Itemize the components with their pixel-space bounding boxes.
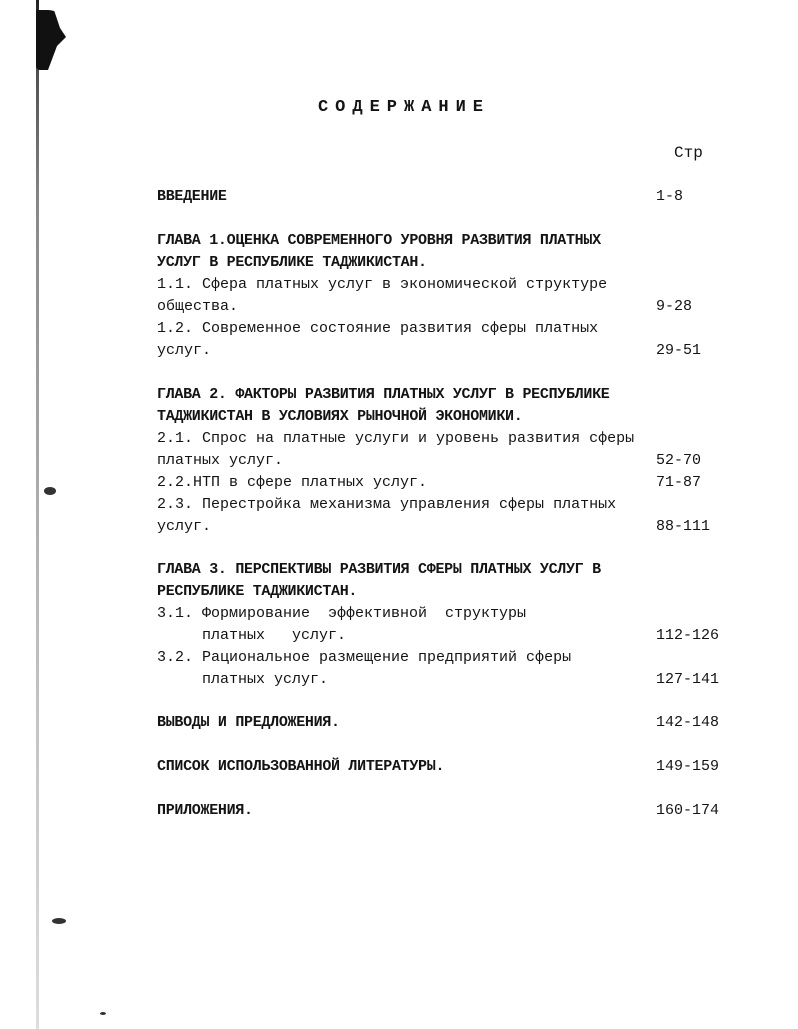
toc-bibliography-pages: 149-159 bbox=[656, 758, 720, 775]
toc-section-3-1-line2: платных услуг. bbox=[202, 627, 347, 644]
toc-section-1-2-line2: услуг. bbox=[157, 342, 212, 359]
toc-conclusions-pages: 142-148 bbox=[656, 714, 720, 731]
toc-chapter-3-title-line1: ГЛАВА 3. ПЕРСПЕКТИВЫ РАЗВИТИЯ СФЕРЫ ПЛАТНЫХ УСЛУГ В bbox=[157, 561, 601, 578]
toc-chapter-1-title-line2: УСЛУГ В РЕСПУБЛИКЕ ТАДЖИКИСТАН. bbox=[157, 254, 427, 271]
scan-left-edge bbox=[36, 0, 39, 1029]
toc-appendices-label: ПРИЛОЖЕНИЯ. bbox=[157, 802, 253, 819]
toc-section-2-3-line2: услуг. bbox=[157, 518, 212, 535]
toc-intro-label: ВВЕДЕНИЕ bbox=[157, 188, 227, 205]
toc-section-2-1-line1: 2.1. Спрос на платные услуги и уровень развития сферы bbox=[157, 430, 635, 447]
toc-section-3-2-line1: 3.2. Рациональное размещение предприятий сферы bbox=[157, 649, 572, 666]
toc-section-1-1-line1: 1.1. Сфера платных услуг в экономической структуре bbox=[157, 276, 608, 293]
toc-section-3-2-line2: платных услуг. bbox=[202, 671, 329, 688]
toc-section-3-1-pages: 112-126 bbox=[656, 627, 720, 644]
toc-appendices-pages: 160-174 bbox=[656, 802, 720, 819]
scan-speck bbox=[100, 1012, 106, 1015]
toc-section-3-1-line1: 3.1. Формирование эффективной структуры bbox=[157, 605, 527, 622]
toc-chapter-1-title-line1: ГЛАВА 1.ОЦЕНКА СОВРЕМЕННОГО УРОВНЯ РАЗВИТИЯ ПЛАТНЫХ bbox=[157, 232, 601, 249]
toc-section-2-3-pages: 88-111 bbox=[656, 518, 711, 535]
scan-speck bbox=[52, 918, 66, 924]
toc-section-2-1-pages: 52-70 bbox=[656, 452, 702, 469]
toc-bibliography-label: СПИСОК ИСПОЛЬЗОВАННОЙ ЛИТЕРАТУРЫ. bbox=[157, 758, 445, 775]
toc-title: СОДЕРЖАНИЕ bbox=[317, 98, 491, 117]
toc-section-1-1-pages: 9-28 bbox=[656, 298, 693, 315]
scan-speck bbox=[44, 487, 56, 495]
toc-section-1-2-line1: 1.2. Современное состояние развития сферы платных bbox=[157, 320, 599, 337]
toc-chapter-2-title-line1: ГЛАВА 2. ФАКТОРЫ РАЗВИТИЯ ПЛАТНЫХ УСЛУГ В РЕСПУБЛИКЕ bbox=[157, 386, 610, 403]
toc-section-2-1-line2: платных услуг. bbox=[157, 452, 284, 469]
scan-corner-blot bbox=[36, 10, 66, 70]
toc-conclusions-label: ВЫВОДЫ И ПРЕДЛОЖЕНИЯ. bbox=[157, 714, 340, 731]
toc-chapter-3-title-line2: РЕСПУБЛИКЕ ТАДЖИКИСТАН. bbox=[157, 583, 358, 600]
toc-chapter-2-title-line2: ТАДЖИКИСТАН В УСЛОВИЯХ РЫНОЧНОЙ ЭКОНОМИКИ. bbox=[157, 408, 523, 425]
toc-section-1-1-line2: общества. bbox=[157, 298, 239, 315]
toc-section-2-3-line1: 2.3. Перестройка механизма управления сферы платных bbox=[157, 496, 617, 513]
toc-section-1-2-pages: 29-51 bbox=[656, 342, 702, 359]
toc-section-2-2-line1: 2.2.НТП в сфере платных услуг. bbox=[157, 474, 428, 491]
toc-intro-pages: 1-8 bbox=[656, 188, 684, 205]
page-column-label: Стр bbox=[674, 144, 703, 162]
toc-section-3-2-pages: 127-141 bbox=[656, 671, 720, 688]
toc-section-2-2-pages: 71-87 bbox=[656, 474, 702, 491]
